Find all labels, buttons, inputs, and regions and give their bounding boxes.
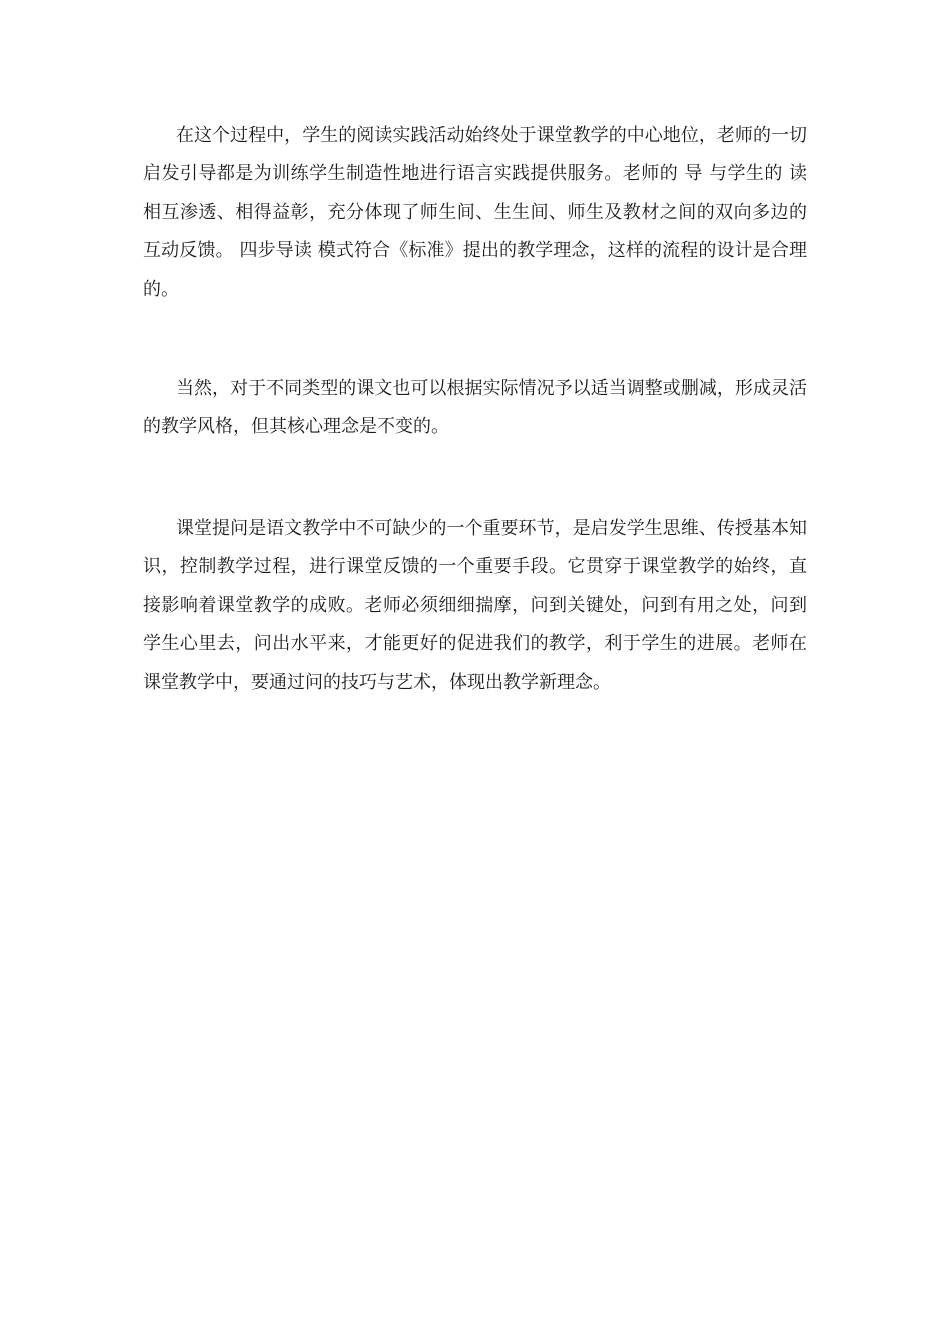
- paragraph-adjustment: 当然，对于不同类型的课文也可以根据实际情况予以适当调整或删减，形成灵活的教学风格，但其核心理念是不变的。: [143, 378, 807, 438]
- paragraph-classroom-questioning: 课堂提问是语文教学中不可缺少的一个重要环节，是启发学生思维、传授基本知识，控制教学过程，进行课堂反馈的一个重要手段。它贯穿于课堂教学的始终，直接影响着课堂教学的成败。老师必须细细揣摩，问到关键处，问到有用之处，问到学生心里去，问出水平来，才能更好的促进我们的教学，利于学生的进展。老师在课堂教学中，要通过问的技巧与艺术，体现出教学新理念。: [143, 518, 807, 693]
- paragraph-reading-process: 在这个过程中，学生的阅读实践活动始终处于课堂教学的中心地位，老师的一切启发引导都是为训练学生制造性地进行语言实践提供服务。老师的 导 与学生的 读 相互渗透、相得益彰，充分体现了师生间、生生间、师生及教材之间的双向多边的互动反馈。 四步导读 模式符合《标准》提出的教学理念，这样的流程的设计是合理的。: [143, 125, 807, 300]
